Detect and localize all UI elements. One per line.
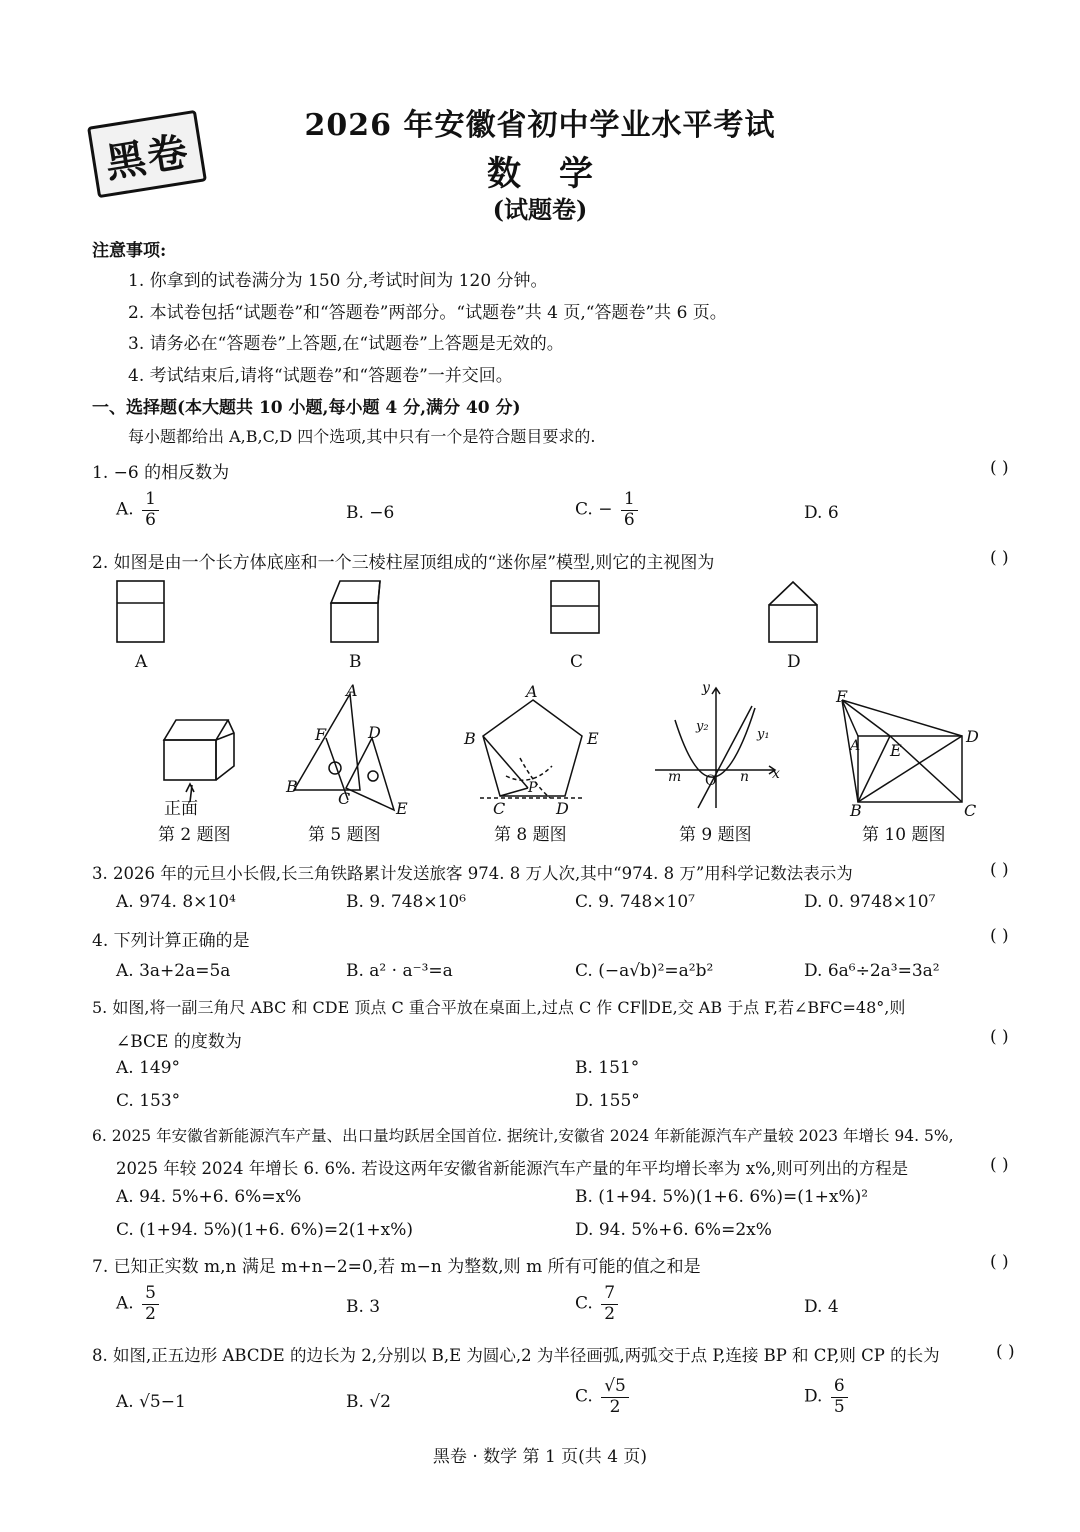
front-label: 正面 [164, 799, 198, 819]
q3-stem: 3. 2026 年的元旦小长假,长三角铁路累计发送旅客 974. 8 万人次,其中“974. 8 万”用科学记数法表示为 [92, 864, 853, 883]
q9-label-y1: y₁ [757, 727, 770, 742]
option-label: A. [116, 499, 134, 520]
q6-option-d: D. 94. 5%+6. 6%=2x% [575, 1220, 772, 1240]
numerator: 1 [142, 490, 159, 511]
q5-label-a: A [346, 681, 358, 700]
q3-option-d: D. 0. 9748×10⁷ [804, 892, 936, 912]
q5-option-b: B. 151° [575, 1058, 640, 1078]
q8-option-b: B. √2 [346, 1392, 391, 1412]
answer-paren: ( ) [990, 1252, 1009, 1272]
fraction [142, 1284, 159, 1324]
q6-option-c: C. (1+94. 5%)(1+6. 6%)=2(1+x%) [116, 1220, 413, 1240]
q6-option-b: B. (1+94. 5%)(1+6. 6%)=(1+x%)² [575, 1187, 869, 1207]
section-heading: 一、选择题(本大题共 10 小题,每小题 4 分,满分 40 分) [92, 398, 521, 418]
q8-label-p: P [528, 780, 538, 796]
numerator: 6 [831, 1377, 848, 1398]
option-label: C. [575, 1293, 593, 1314]
q2-option-a-figure [117, 581, 164, 642]
notice-item: 3. 请务必在“答题卷”上答题,在“试题卷”上答题是无效的。 [128, 334, 564, 354]
q5-option-a: A. 149° [116, 1058, 181, 1078]
q10-label-c: C [964, 801, 977, 820]
q1-option-b: B. −6 [346, 503, 395, 523]
q10-label-f: F [836, 687, 848, 706]
numerator: √5 [601, 1377, 629, 1398]
q3-option-c: C. 9. 748×10⁷ [575, 892, 695, 912]
q8-option-d [804, 1377, 851, 1417]
q2-label-d: D [787, 652, 801, 672]
fraction [601, 1377, 629, 1417]
denominator: 2 [609, 1396, 621, 1417]
notice-item: 4. 考试结束后,请将“试题卷”和“答题卷”一并交回。 [128, 366, 513, 386]
q2-option-c-figure [551, 581, 599, 633]
q5-option-d: D. 155° [575, 1091, 640, 1111]
q10-label-e: E [890, 741, 902, 760]
notice-item: 1. 你拿到的试卷满分为 150 分,考试时间为 120 分钟。 [128, 271, 548, 291]
exam-title: 2026 年安徽省初中学业水平考试 [304, 108, 776, 143]
denominator: 6 [623, 509, 635, 530]
denominator: 6 [145, 509, 156, 530]
q1-option-a [116, 490, 162, 530]
q4-option-a: A. 3a+2a=5a [116, 961, 231, 981]
q3-option-a: A. 974. 8×10⁴ [116, 892, 236, 912]
q5-figure [285, 681, 408, 818]
q5-stem-line1: 5. 如图,将一副三角尺 ABC 和 CDE 顶点 C 重合平放在桌面上,过点 C 作 CF∥DE,交 AB 于点 F,若∠BFC=48°,则 [92, 998, 906, 1017]
option-label: D. [804, 1386, 823, 1407]
q8-stem: 8. 如图,正五边形 ABCDE 的边长为 2,分别以 B,E 为圆心,2 为半径画弧,两弧交于点 P,连接 BP 和 CP,则 CP 的长为 [92, 1346, 940, 1365]
page-footer: 黑卷 · 数学 第 1 页(共 4 页) [432, 1447, 648, 1467]
option-label: A. [116, 1293, 134, 1314]
answer-paren: ( ) [990, 458, 1009, 478]
q4-option-d: D. 6a⁶÷2a³=3a² [804, 961, 940, 981]
q8-figure-caption: 第 8 题图 [494, 825, 567, 845]
answer-paren: ( ) [990, 1027, 1009, 1047]
q2-label-b: B [349, 652, 362, 672]
q9-label-m: m [668, 769, 682, 785]
q7-option-c [575, 1284, 621, 1324]
denominator: 2 [604, 1303, 616, 1324]
stamp-text: 黑卷 [102, 128, 193, 187]
q2-stem: 2. 如图是由一个长方体底座和一个三棱柱屋顶组成的“迷你屋”模型,则它的主视图为 [92, 553, 715, 573]
q6-stem-line2: 2025 年较 2024 年增长 6. 6%. 若设这两年安徽省新能源汽车产量的年平均增长率为 x%,则可列出的方程是 [116, 1159, 909, 1178]
q8-label-e: E [587, 729, 599, 748]
q7-option-b: B. 3 [346, 1297, 381, 1317]
q4-stem: 4. 下列计算正确的是 [92, 931, 250, 951]
q7-option-d: D. 4 [804, 1297, 839, 1317]
q8-label-d: D [556, 799, 569, 818]
notice-heading: 注意事项: [92, 241, 167, 261]
q9-figure-caption: 第 9 题图 [679, 825, 752, 845]
q2-figure [164, 720, 234, 802]
q1-stem: 1. −6 的相反数为 [92, 463, 230, 483]
q10-label-b: B [850, 801, 862, 820]
q9-figure [655, 680, 780, 808]
answer-paren: ( ) [990, 860, 1009, 880]
q2-option-d-figure [769, 582, 817, 642]
q4-option-c: C. (−a√b)²=a²b² [575, 961, 714, 981]
q9-label-y: y [702, 680, 710, 696]
answer-paren: ( ) [990, 926, 1009, 946]
q7-option-a [116, 1284, 162, 1324]
q5-label-e: E [396, 799, 408, 818]
q5-figure-caption: 第 5 题图 [308, 825, 381, 845]
q10-figure-caption: 第 10 题图 [862, 825, 946, 845]
subject-title: 数学 [487, 154, 631, 194]
fraction [142, 490, 159, 530]
option-label: C. − [575, 499, 613, 520]
numerator: 7 [601, 1284, 618, 1305]
option-label: C. [575, 1386, 593, 1407]
q10-figure [835, 687, 979, 820]
q8-figure [463, 682, 599, 818]
denominator: 2 [145, 1303, 156, 1324]
q3-option-b: B. 9. 748×10⁶ [346, 892, 467, 912]
paper-subtitle: (试题卷) [492, 195, 588, 224]
q8-label-a: A [526, 682, 538, 701]
q10-label-d: D [966, 727, 979, 746]
q6-option-a: A. 94. 5%+6. 6%=x% [116, 1187, 302, 1207]
q4-option-b: B. a² · a⁻³=a [346, 961, 453, 981]
figure-row [150, 680, 1000, 820]
q2-figure-caption: 第 2 题图 [158, 825, 231, 845]
answer-paren: ( ) [996, 1342, 1015, 1362]
q1-option-c [575, 490, 641, 530]
fraction [831, 1377, 848, 1417]
q5-label-f: F [315, 725, 327, 744]
q9-label-o: O [705, 773, 717, 789]
numerator: 1 [621, 490, 638, 511]
q5-label-d: D [368, 723, 381, 742]
q5-label-c: C [338, 789, 351, 808]
answer-paren: ( ) [990, 1155, 1009, 1175]
fraction [601, 1284, 618, 1324]
notice-item: 2. 本试卷包括“试题卷”和“答题卷”两部分。“试题卷”共 4 页,“答题卷”共 6 页。 [128, 303, 727, 323]
answer-paren: ( ) [990, 548, 1009, 568]
q2-option-b-figure [331, 581, 380, 642]
q8-option-a: A. √5−1 [116, 1392, 186, 1412]
q9-label-n: n [740, 769, 750, 785]
q1-option-d: D. 6 [804, 503, 839, 523]
fraction [621, 490, 638, 530]
q7-stem: 7. 已知正实数 m,n 满足 m+n−2=0,若 m−n 为整数,则 m 所有可能的值之和是 [92, 1257, 701, 1277]
q8-label-c: C [493, 799, 506, 818]
q2-label-c: C [570, 652, 584, 672]
q9-label-x: x [772, 766, 780, 782]
q6-stem-line1: 6. 2025 年安徽省新能源汽车产量、出口量均跃居全国首位. 据统计,安徽省 2024 年新能源汽车产量较 2023 年增长 94. 5%, [92, 1127, 954, 1145]
q10-label-a: A [850, 738, 861, 754]
q8-label-b: B [464, 729, 476, 748]
q5-label-b: B [286, 777, 298, 796]
q8-option-c [575, 1377, 632, 1417]
q5-stem-line2: ∠BCE 的度数为 [116, 1032, 242, 1052]
q9-label-y2: y₂ [696, 719, 709, 734]
numerator: 5 [142, 1284, 159, 1305]
q2-label-a: A [135, 652, 148, 672]
q5-option-c: C. 153° [116, 1091, 181, 1111]
section-instruction: 每小题都给出 A,B,C,D 四个选项,其中只有一个是符合题目要求的. [128, 427, 596, 446]
denominator: 5 [833, 1396, 845, 1417]
q2-option-figures [100, 578, 840, 648]
